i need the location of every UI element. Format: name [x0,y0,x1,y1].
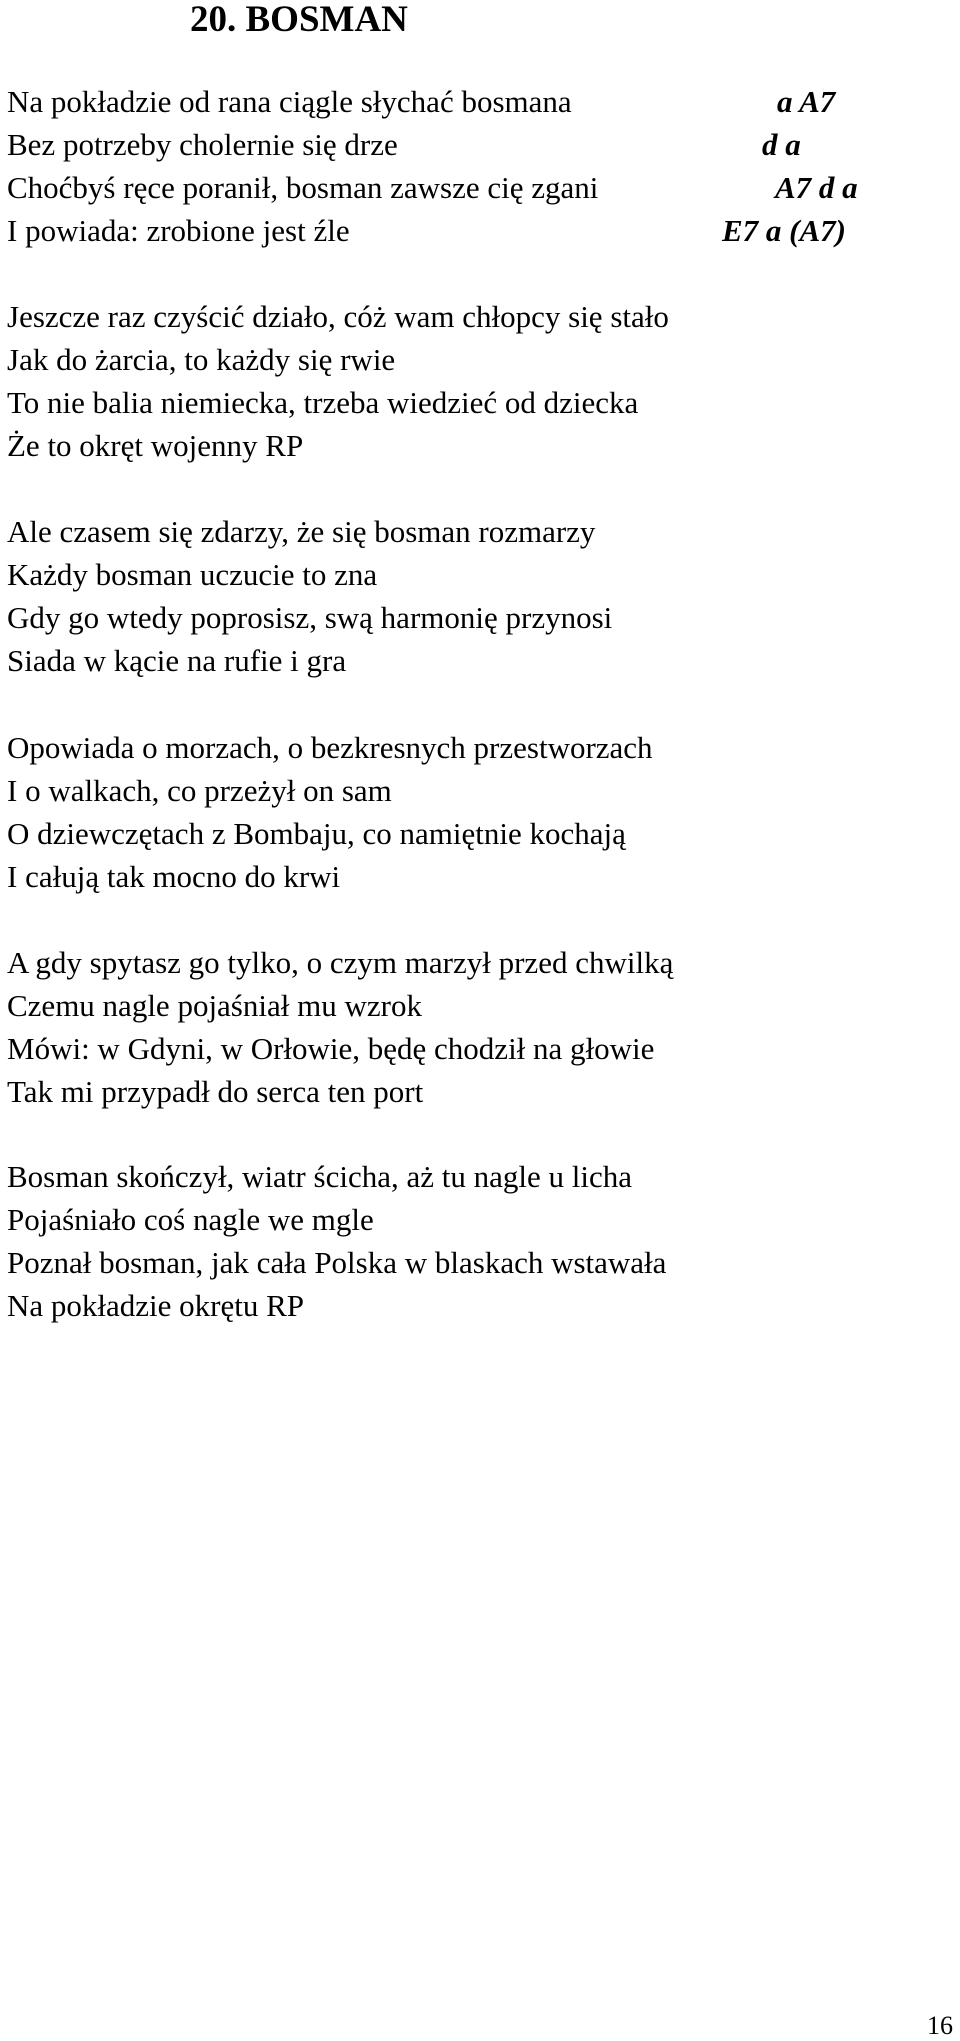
stanza-6 [7,1155,947,1327]
lyric-text: I powiada: zrobione jest źle [7,213,350,248]
lyric-line: Siada w kącie na rufie i gra [7,643,347,678]
lyric-text: Na pokładzie od rana ciągle słychać bosmana [7,84,572,119]
stanza-5 [7,941,947,1113]
lyric-line: Ale czasem się zdarzy, że się bosman rozmarzy [7,514,596,549]
lyric-line: Że to okręt wojenny RP [7,428,304,463]
lyric-line: Czemu nagle pojaśniał mu wzrok [7,988,422,1023]
lyric-line [7,80,947,123]
lyric-line: Na pokładzie okrętu RP [7,1288,305,1323]
lyric-line: Pojaśniało coś nagle we mgle [7,1202,374,1237]
chord-label: E7 a (A7) [722,213,846,248]
lyric-line: Poznał bosman, jak cała Polska w blaskach wstawała [7,1245,667,1280]
page-number: 16 [927,2011,953,2040]
lyric-line: O dziewczętach z Bombaju, co namiętnie kochają [7,816,626,851]
lyric-line: Mówi: w Gdyni, w Orłowie, będę chodził na głowie [7,1031,655,1066]
lyric-text: Bez potrzeby cholernie się drze [7,127,398,162]
stanza-2 [7,295,947,467]
stanza-4 [7,726,947,898]
chord-label: d a [762,127,801,162]
chord-label: a A7 [777,84,836,119]
lyric-line: Opowiada o morzach, o bezkresnych przestworzach [7,730,653,765]
lyric-line: To nie balia niemiecka, trzeba wiedzieć od dziecka [7,385,639,420]
lyric-line: Bosman skończył, wiatr ścicha, aż tu nagle u licha [7,1159,632,1194]
stanza-3 [7,510,947,682]
lyric-text: Choćbyś ręce poranił, bosman zawsze cię zgani [7,170,599,205]
lyric-line: Gdy go wtedy poprosisz, swą harmonię przynosi [7,600,613,635]
lyric-line: I całują tak mocno do krwi [7,859,341,894]
lyric-line: I o walkach, co przeżył on sam [7,773,392,808]
chord-label: A7 d a [775,170,858,205]
stanza-1 [7,80,947,252]
lyric-line: A gdy spytasz go tylko, o czym marzył przed chwilką [7,945,674,980]
lyric-line [7,123,947,166]
lyric-line: Każdy bosman uczucie to zna [7,557,378,592]
lyric-line [7,209,947,252]
song-title: 20. BOSMAN [190,0,408,40]
lyric-line: Tak mi przypadł do serca ten port [7,1074,424,1109]
lyric-line: Jak do żarcia, to każdy się rwie [7,342,396,377]
lyric-line: Jeszcze raz czyścić działo, cóż wam chłopcy się stało [7,299,669,334]
lyric-line [7,166,947,209]
